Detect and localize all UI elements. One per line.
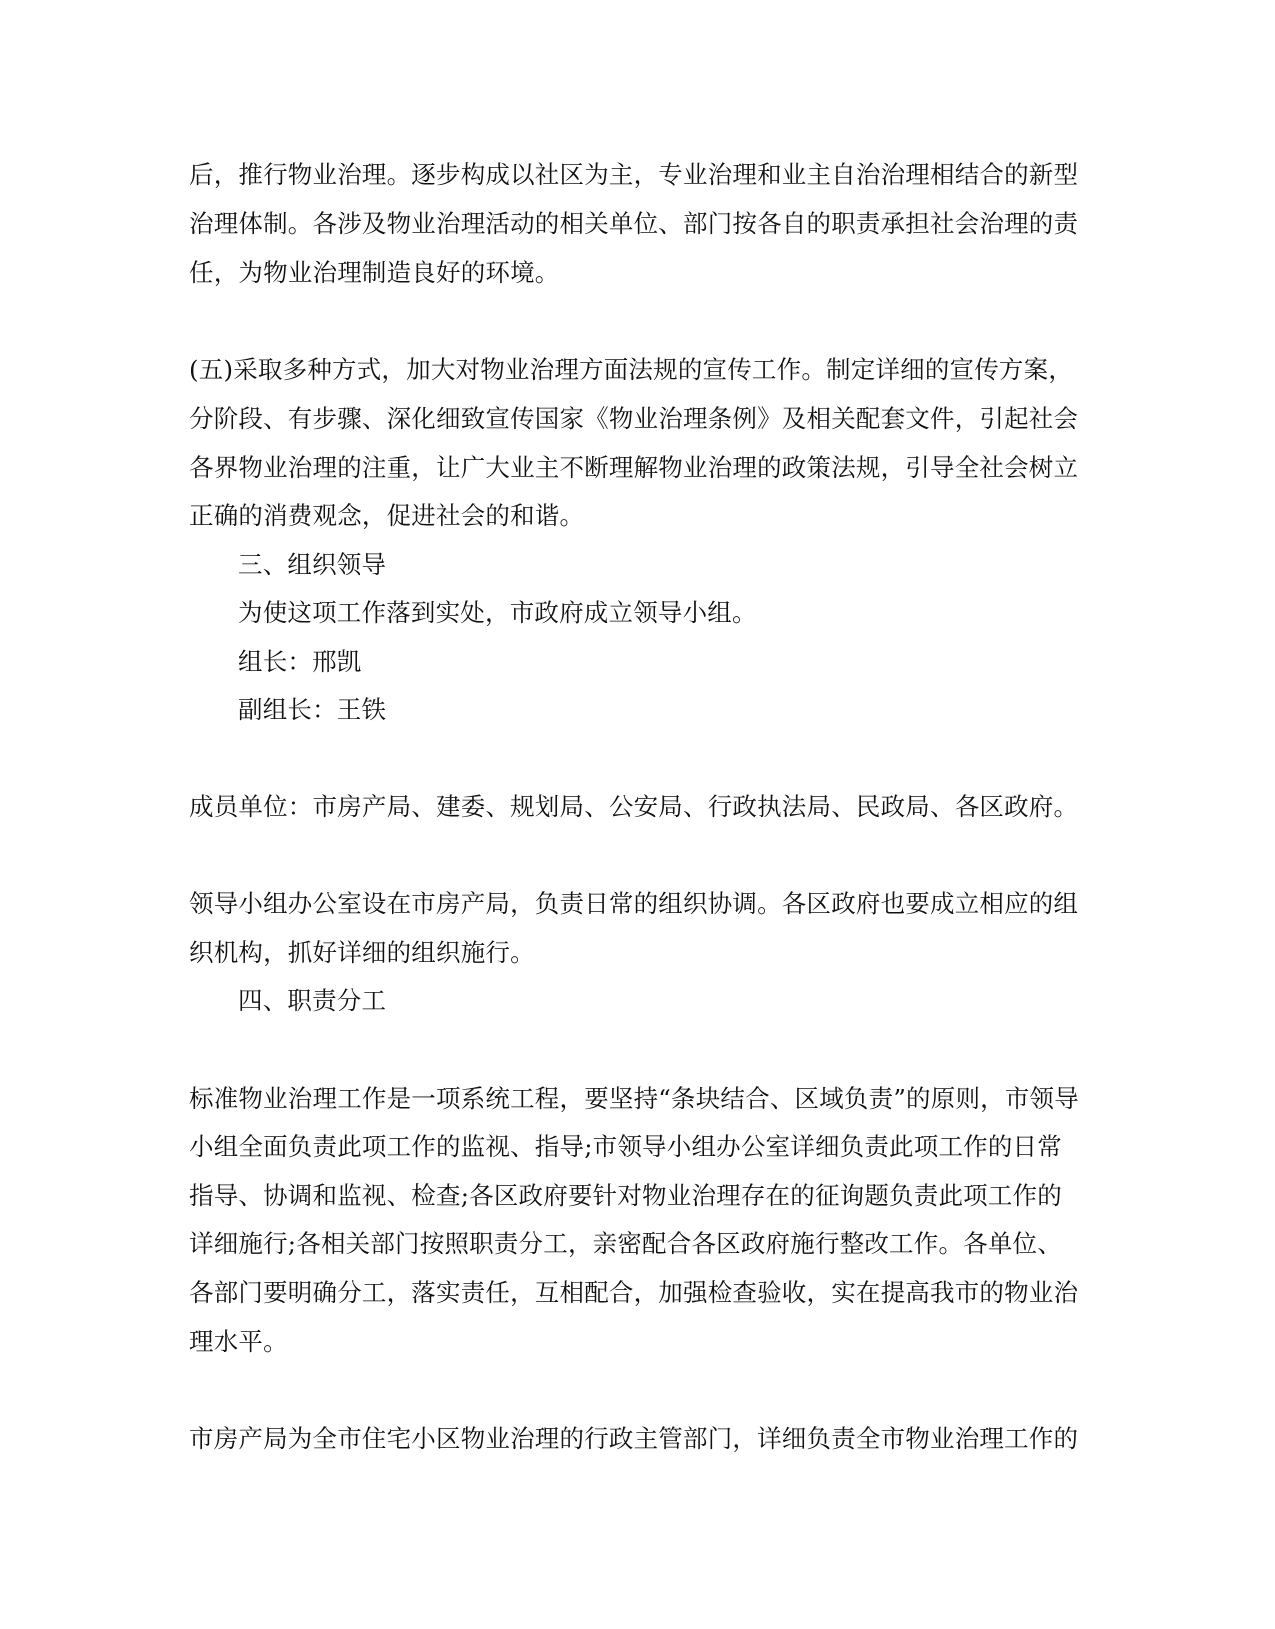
text-line: 副组长：王铁 [238,695,387,724]
text-line: 指导、协调和监视、检查;各区政府要针对物业治理存在的征询题负责此项工作的 [189,1181,1062,1210]
text-line: 后，推行物业治理。逐步构成以社区为主，专业治理和业主自治治理相结合的新型 [189,160,1079,189]
text-line: 小组全面负责此项工作的监视、指导;市领导小组办公室详细负责此项工作的日常 [189,1132,1062,1161]
text-line: 治理体制。各涉及物业治理活动的相关单位、部门按各自的职责承担社会治理的责 [189,209,1079,238]
text-line: 详细施行;各相关部门按照职责分工，亲密配合各区政府施行整改工作。各单位、 [189,1229,1062,1258]
section-heading: 四、职责分工 [238,986,387,1015]
text-line: 各部门要明确分工，落实责任，互相配合，加强检查验收，实在提高我市的物业治 [189,1278,1079,1307]
text-line: 任，为物业治理制造良好的环境。 [189,258,560,287]
text-line: 领导小组办公室设在市房产局，负责日常的组织协调。各区政府也要成立相应的组 [189,889,1079,918]
text-line: 理水平。 [189,1327,288,1356]
text-line: 市房产局为全市住宅小区物业治理的行政主管部门，详细负责全市物业治理工作的 [189,1424,1079,1453]
text-line: 组长：邢凯 [238,647,362,676]
text-line: 为使这项工作落到实处，市政府成立领导小组。 [238,598,757,627]
text-line: 标准物业治理工作是一项系统工程，要坚持“条块结合、区域负责”的原则，市领导 [189,1084,1079,1113]
text-line: 各界物业治理的注重，让广大业主不断理解物业治理的政策法规，引导全社会树立 [189,453,1079,482]
text-line: 织机构，抓好详细的组织施行。 [189,938,535,967]
text-line: 成员单位：市房产局、建委、规划局、公安局、行政执法局、民政局、各区政府。 [189,792,1079,821]
text-line: (五)采取多种方式，加大对物业治理方面法规的宣传工作。制定详细的宣传方案， [189,355,1074,384]
section-heading: 三、组织领导 [238,550,387,579]
text-line: 分阶段、有步骤、深化细致宣传国家《物业治理条例》及相关配套文件，引起社会 [189,404,1079,433]
text-line: 正确的消费观念，促进社会的和谐。 [189,501,585,530]
